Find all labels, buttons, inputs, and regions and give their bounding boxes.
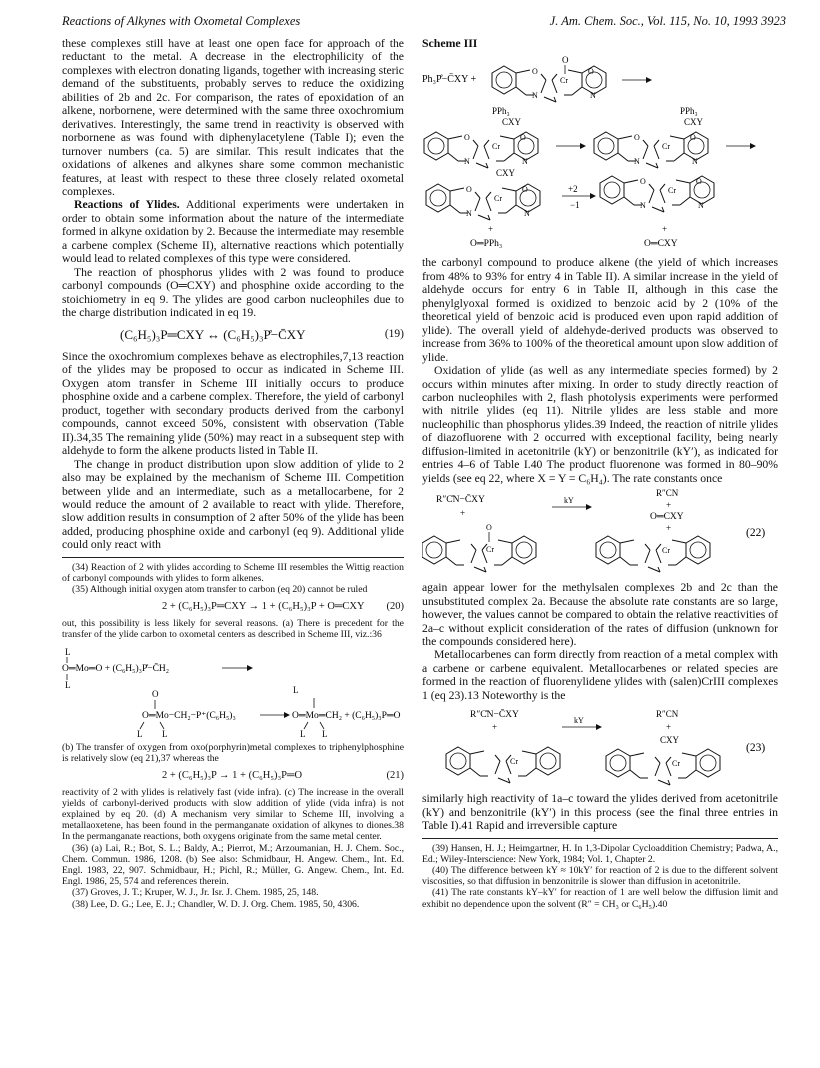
paragraph: again appear lower for the methylsalen complexes 2b and 2c than the unsubstituted complex 2a. Because the absolute rate constants are so large, however, the values cannot be compared to obtain the relative reactivities of 2a–c without explicit consideration of the rates of diffusion (unknown for the compounds considered here).	[422, 581, 778, 648]
svg-text:O: O	[640, 177, 646, 187]
svg-text:L: L	[65, 679, 71, 690]
footnote-36: (36) (a) Lai, R.; Bot, S. L.; Baldy, A.; Pierrot, M.; Arzoumanian, H. J. Chem. Soc., Chem. Commun. 1986, 1208. (b) See also: Schmidbaur, H. Angew. Chem., Int. Ed. Engl. 1983, 22, 907. Schmidbaur, H.; Pichl, R.; Müller, G. Angew. Chem., Int. Ed. Engl. 1986, 25, 574 and references therein.	[62, 842, 404, 888]
svg-text:O: O	[634, 133, 640, 143]
scheme-title: Scheme III	[422, 36, 478, 50]
footnote-37: (37) Groves, J. T.; Kruper, W. J., Jr. Isr. J. Chem. 1985, 25, 148.	[72, 887, 319, 899]
svg-text:O═Mo═O + (C₆H₅)₃P̊−C̄H₂: O═Mo═O + (C₆H₅)₃P̊−C̄H₂	[62, 663, 170, 674]
svg-text:N: N	[522, 157, 528, 167]
footnotes-left	[62, 562, 404, 910]
svg-text:L: L	[293, 684, 299, 695]
svg-text:−1: −1	[570, 200, 580, 211]
svg-text:PPh₃: PPh₃	[680, 106, 698, 117]
paragraph: Oxidation of ylide (as well as any intermediate species formed) by 2 occurs within minutes after mixing. In order to study directly reaction of carbon nucleophiles with 2, flash photolysis experiments were performed with nitrile ylides (eq 11). Nitrile ylides are less stable and more nucleophilic than phosphorus ylides.39 Indeed, the reaction of nitrile ylides of diazofluorene with 2 occurred with exceptional facility, being nearly diffusion-limited in acetonitrile (kY) or benzonitrile (kY′), as indicated for entries 4–6 of Table I.40 The product fluorenone was formed in 80–90% yields (see eq 22, where X = Y = C₆H₄). The rate constants once	[422, 364, 778, 485]
paragraph: the carbonyl compound to produce alkene (the yield of which increases from 48% to 93% for entry 4 in Table II). A similar increase in the yield of aldehyde occurs for entry 6 in Table II, although in this case the phenylglyoxal formed is oxidized to benzoic acid by 2 (10% of the theoretical yield of benzoic acid is produced even upon rapid addition of ylide). The overall yield of aldehyde-derived products was observed to increase from 36% to 100% of the theoretical amount upon slow addition of ylide.	[422, 256, 778, 364]
equation-21: 2 + (C₆H₅)₃P → 1 + (C₆H₅)₃P═O (21)	[162, 770, 404, 782]
svg-text:+: +	[666, 722, 672, 733]
footnotes-right	[422, 843, 778, 910]
footnote-divider	[62, 557, 404, 558]
svg-text:O: O	[696, 177, 702, 187]
footnote-40: (40) The difference between kY ≈ 10kY′ for reaction of 2 is due to the different solvent viscosities, so that diffusion in benzonitrile is slower than diffusion in acetonitrile.	[422, 865, 778, 888]
paragraph: Since the oxochromium complexes behave as electrophiles,7,13 reaction of the ylides may be proposed to occur as indicated in Scheme III. Oxygen atom transfer in Scheme III initially occurs to produce phosphine oxide and a carbene complex. Therefore, the yield of carbonyl product, together with secondary products derived from the carbonyl compounds, cannot exceed 50%, consistent with observation (Table II).34,35 The remaining ylide (50%) may react in a subsequent step with aldehyde to form the alkene products listed in Table II.	[62, 349, 404, 458]
svg-text:N: N	[524, 209, 530, 219]
svg-text:O: O	[588, 67, 594, 77]
equation-23-drawing	[422, 705, 778, 789]
svg-text:CXY: CXY	[502, 117, 522, 128]
svg-text:R″CN: R″CN	[656, 488, 679, 499]
molybdenum-scheme	[62, 643, 404, 739]
svg-text:O: O	[562, 55, 569, 66]
svg-text:Cr: Cr	[662, 546, 670, 556]
svg-text:N: N	[692, 157, 698, 167]
svg-text:+: +	[488, 224, 494, 235]
footnote-35-cont: (b) The transfer of oxygen from oxo(porphyrin)metal complexes to triphenylphosphine is relatively slow (eq 21),37 whereas the	[62, 741, 404, 765]
footnote-divider	[422, 838, 778, 839]
svg-text:+: +	[666, 500, 672, 511]
svg-text:+2: +2	[568, 184, 578, 195]
header-citation: J. Am. Chem. Soc., Vol. 115, No. 10, 1993 3923	[549, 14, 786, 28]
svg-text:O: O	[690, 133, 696, 143]
equation-20: 2 + (C₆H₅)₃P═CXY → 1 + (C₆H₅)₃P + O═CXY (20)	[162, 601, 404, 613]
svg-text:Cr: Cr	[560, 76, 568, 86]
svg-text:O═PPh₃: O═PPh₃	[470, 239, 503, 250]
svg-text:R″C̊N−C̄XY: R″C̊N−C̄XY	[436, 495, 485, 506]
svg-text:CXY: CXY	[660, 735, 680, 746]
svg-text:O: O	[520, 133, 526, 143]
svg-text:PPh₃: PPh₃	[492, 106, 510, 117]
svg-text:O═Mo−CH₂−P⁺(C₆H₅)₃: O═Mo−CH₂−P⁺(C₆H₅)₃	[142, 710, 236, 721]
equation-22-drawing	[422, 488, 778, 578]
right-column	[422, 37, 778, 910]
svg-text:N: N	[464, 157, 470, 167]
paragraph: The reaction of phosphorus ylides with 2 was found to produce carbonyl compounds (O═CXY) and phosphine oxide according to the stoichiometry in eq 9. The ylides are good carbon nucleophiles due to the charge distribution indicated in eq 19.	[62, 265, 404, 320]
svg-text:O: O	[464, 133, 470, 143]
svg-text:L: L	[162, 728, 168, 739]
svg-text:+: +	[666, 523, 672, 534]
svg-text:O: O	[152, 688, 159, 699]
svg-text:Ph₃P̊−C̄XY +: Ph₃P̊−C̄XY +	[422, 74, 477, 86]
svg-text:Cr: Cr	[668, 186, 676, 196]
svg-text:kY: kY	[574, 716, 584, 726]
svg-text:Cr: Cr	[492, 142, 500, 152]
svg-text:(23): (23)	[746, 742, 766, 755]
svg-text:O═CXY: O═CXY	[644, 239, 678, 250]
svg-text:O: O	[466, 185, 472, 195]
svg-text:O: O	[532, 67, 538, 77]
svg-text:N: N	[634, 157, 640, 167]
svg-text:Cr: Cr	[672, 759, 680, 769]
left-column	[62, 37, 404, 910]
svg-text:N: N	[698, 201, 704, 211]
paragraph: similarly high reactivity of 1a–c toward the ylides derived from acetonitrile (kY) and benzonitrile (kY′) in this process (see the final three entries in Table I).41 Rapid and irreversible capture	[422, 792, 778, 833]
footnote-35-cont: out, this possibility is less likely for several reasons. (a) There is precedent for the transfer of the ylide carbon to oxometal centers as described in Scheme III, viz.:36	[62, 617, 404, 640]
svg-text:Cr: Cr	[486, 545, 494, 555]
svg-text:O: O	[522, 185, 528, 195]
paragraph-ylides: Reactions of Ylides. Additional experiments were undertaken in order to obtain some information about the nature of the intermediate formed in alkyne oxidation by 2. Because the intermediate may resemble a carbene complex (Scheme II), alternative reactions which potentially would lead to related complexes of this type were considered.	[62, 198, 404, 266]
paragraph: Metallocarbenes can form directly from reaction of a metal complex with a carbene or carbene equivalent. Metallocarbenes or related species are formed in the reaction of fluorenylidene ylides with (salen)CrIII complexes 1 (eq 23).13 Noteworthy is the	[422, 648, 778, 702]
svg-text:O: O	[486, 523, 492, 533]
svg-text:O═Mo═CH₂ + (C₆H₅)₃P═O: O═Mo═CH₂ + (C₆H₅)₃P═O	[292, 710, 401, 721]
scheme-iii-drawing	[422, 50, 778, 256]
svg-text:N: N	[640, 201, 646, 211]
equation-19: (C₆H₅)₃P═CXY ↔ (C₆H₅)₃P̊−C̄XY (19)	[120, 326, 404, 342]
paragraph: The change in product distribution upon slow addition of ylide to 2 also may be explained by the mechanism of Scheme III. Competition between ylide and an intermediate, such as a metallocarbene, for 2 would reduce the amount of 2 available to react with ylide. Therefore, slow addition results in consumption of 2 after 50% of the ylide has been added, producing phosphine oxide and carbonyl (eq 9). Additional ylide could only react with	[62, 457, 404, 552]
footnote-34: (34) Reaction of 2 with ylides according to Scheme III resembles the Wittig reaction of carbonyl compounds with ylides to form alkenes.	[62, 561, 404, 584]
footnote-41: (41) The rate constants kY–kY′ for reaction of 1 are well below the diffusion limit and exhibit no dependence upon the solvent (R″ = CH₃ or C₆H₅).40	[422, 887, 778, 910]
svg-text:Cr: Cr	[510, 757, 518, 767]
svg-text:R″CN: R″CN	[656, 709, 679, 720]
svg-text:CXY: CXY	[684, 117, 704, 128]
svg-text:+: +	[460, 508, 466, 519]
svg-text:L: L	[137, 728, 143, 739]
svg-text:R″C̊N−C̄XY: R″C̊N−C̄XY	[470, 710, 519, 721]
running-header	[62, 14, 786, 32]
scheme-iii	[422, 37, 778, 256]
svg-text:L: L	[300, 728, 306, 739]
svg-text:L: L	[322, 728, 328, 739]
svg-text:CXY: CXY	[496, 168, 516, 179]
svg-text:Cr: Cr	[494, 194, 502, 204]
header-title: Reactions of Alkynes with Oxometal Complexes	[62, 14, 301, 28]
footnote-38: (38) Lee, D. G.; Lee, E. J.; Chandler, W. D. J. Org. Chem. 1985, 50, 4306.	[72, 898, 360, 910]
svg-text:(22): (22)	[746, 527, 766, 540]
footnote-35-cont: reactivity of 2 with ylides is relatively fast (vide infra). (c) The increase in the overall yields of carbonyl-derived products with slow addition of ylide (vida infra) is not explained by eq 20. (d) A mechanism very similar to Scheme III, involving a metallaoxetene, has been found in the permanganate oxidation of alkynes to diones.38 In the permanganate reactions, both oxygens originate from the same metal center.	[62, 786, 404, 843]
footnote-35: (35) Although initial oxygen atom transfer to carbon (eq 20) cannot be ruled	[72, 584, 368, 596]
svg-text:O═CXY: O═CXY	[650, 512, 684, 523]
svg-text:N: N	[532, 91, 538, 101]
svg-text:Cr: Cr	[662, 142, 670, 152]
svg-text:+: +	[492, 722, 498, 733]
svg-text:+: +	[662, 224, 668, 235]
svg-text:L: L	[65, 646, 71, 657]
footnote-39: (39) Hansen, H. J.; Heimgartner, H. In 1,3-Dipolar Cycloaddition Chemistry; Padwa, A., Ed.; Wiley-Interscience: New York, 1984; Vol. 1, Chapter 2.	[422, 842, 778, 865]
svg-text:N: N	[590, 91, 596, 101]
paragraph: these complexes still have at least one open face for approach of the reductant to the metal. A decrease in the electrophilicity of the complexes with electron donating ligands, together with increasing steric demand of the substituents, probably serves to reduce the oxidizing abilities of 2b and 2c. For comparison, the rates of epoxidation of an alkene, norbornene, were determined with the same three oxochromium derivatives. Interestingly, the same trend in reactivity is observed with norbornene as was found with diphenylacetylene (Table I); even the turnover numbers (ca. 5) are similar. This result indicates that the oxidations of alkenes and alkynes share some common mechanistic features, at least with respect to these three closely related oxometal complexes.	[62, 37, 404, 198]
section-heading: Reactions of Ylides.	[74, 198, 180, 212]
svg-text:kY: kY	[564, 496, 574, 506]
svg-text:N: N	[466, 209, 472, 219]
